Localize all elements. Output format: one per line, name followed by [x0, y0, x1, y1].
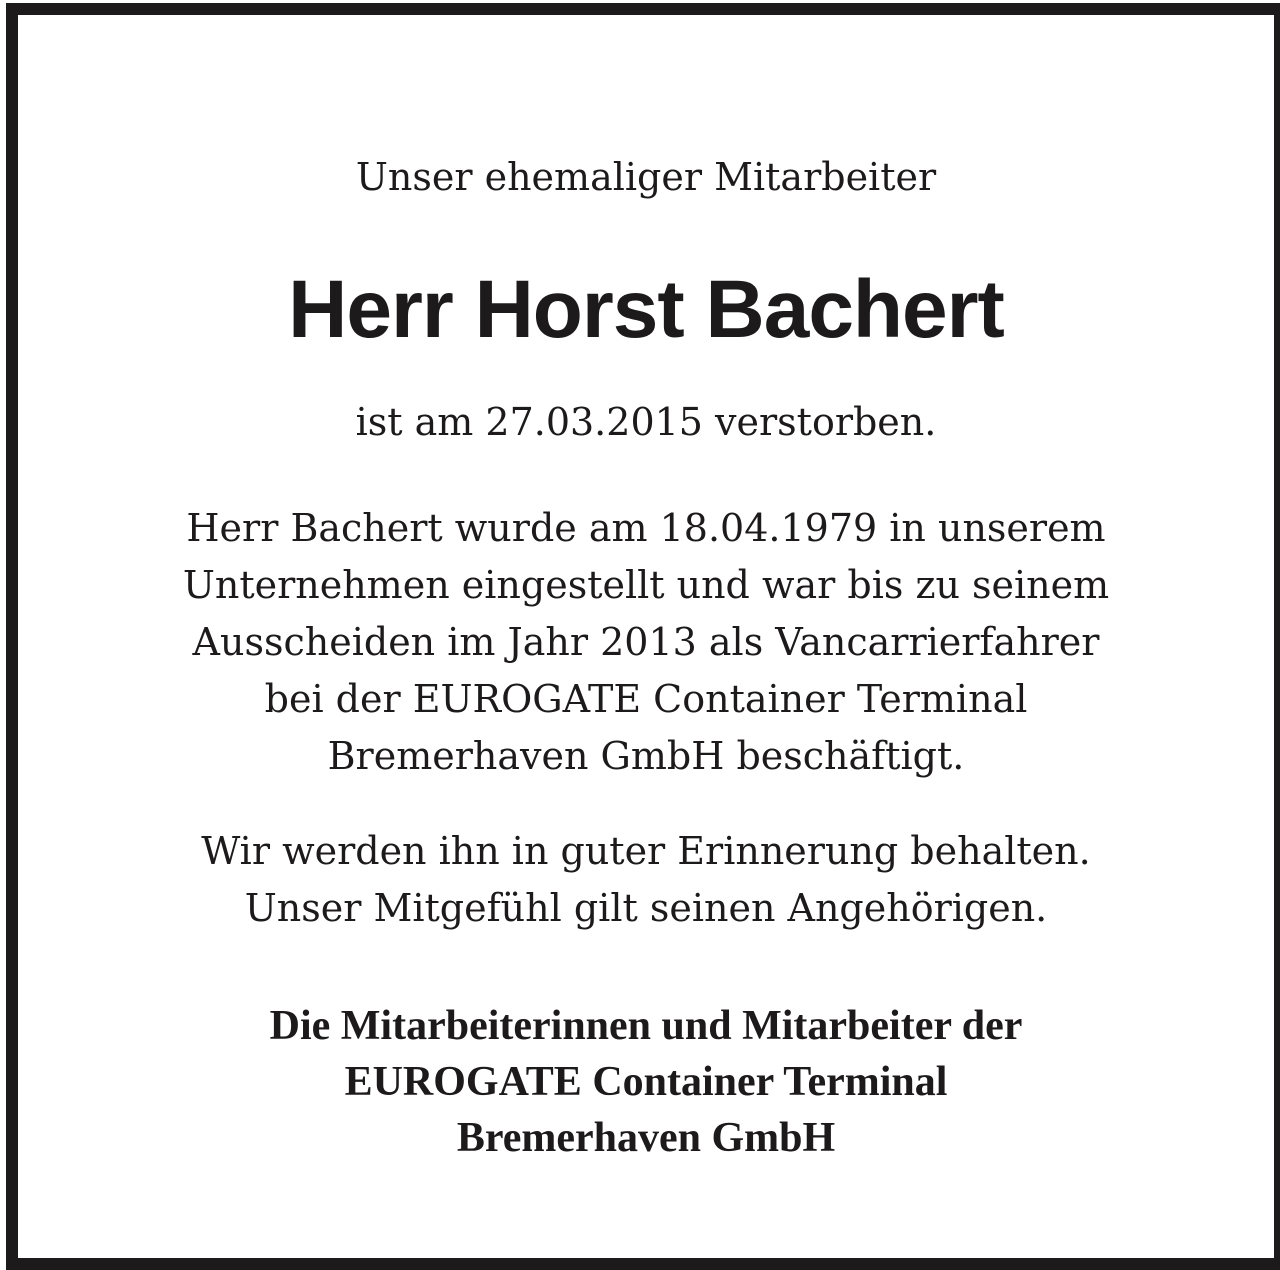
deceased-name: Herr Horst Bachert	[288, 264, 1004, 355]
memory-line: Wir werden ihn in guter Erinnerung behalten.	[201, 829, 1091, 873]
career-line: Herr Bachert wurde am 18.04.1979 in unserem	[186, 506, 1106, 550]
memory-paragraph	[18, 823, 1274, 937]
signature-block	[18, 998, 1274, 1166]
career-line: Ausscheiden im Jahr 2013 als Vancarrierfahrer	[192, 620, 1100, 664]
career-line: bei der EUROGATE Container Terminal	[264, 677, 1028, 721]
signature-line: Bremerhaven GmbH	[456, 1115, 836, 1161]
career-paragraph	[18, 500, 1274, 785]
career-line: Unternehmen eingestellt und war bis zu seinem	[182, 563, 1110, 607]
signature-line: EUROGATE Container Terminal	[344, 1059, 948, 1105]
memory-line: Unser Mitgefühl gilt seinen Angehörigen.	[244, 886, 1048, 930]
signature-line: Die Mitarbeiterinnen und Mitarbeiter der	[269, 1003, 1023, 1049]
career-line: Bremerhaven GmbH beschäftigt.	[327, 734, 965, 778]
obituary-notice	[6, 3, 1280, 1270]
intro-line: Unser ehemaliger Mitarbeiter	[355, 155, 937, 199]
death-date-line: ist am 27.03.2015 verstorben.	[355, 400, 937, 444]
